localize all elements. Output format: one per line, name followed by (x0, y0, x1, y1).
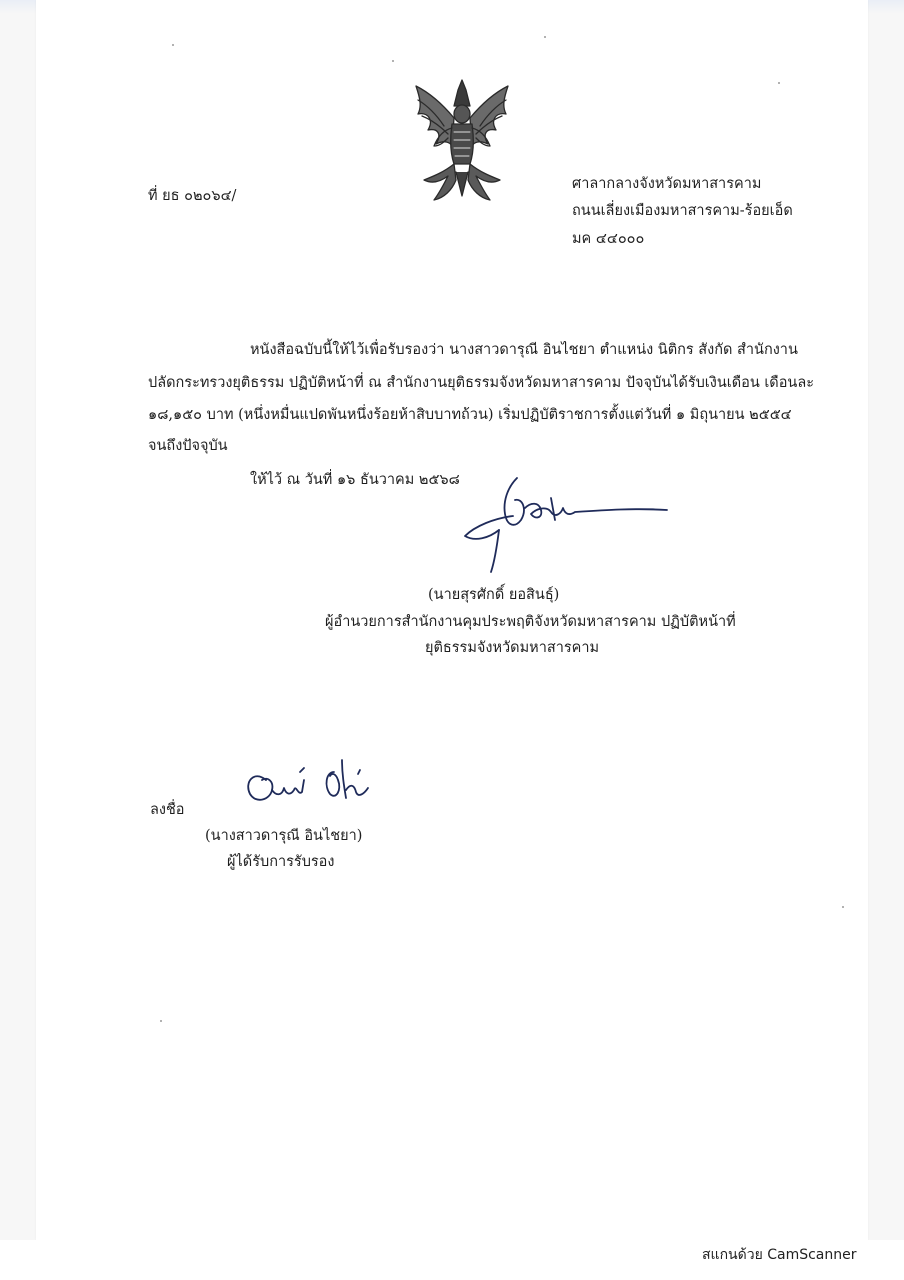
garuda-emblem-icon (404, 76, 520, 204)
signer-position-line: ผู้อำนวยการสำนักงานคุมประพฤติจังหวัดมหาสารคาม ปฏิบัติหน้าที่ (325, 614, 736, 630)
signer-signature (455, 468, 675, 578)
scan-speck (172, 44, 174, 46)
body-line: ๑๘,๑๕๐ บาท (หนึ่งหมื่นแปดพันหนึ่งร้อยห้าสิบบาทถ้วน) เริ่มปฏิบัติราชการตั้งแต่วันที่ ๑ มิถุนายน ๒๕๕๔ (148, 407, 792, 423)
camscanner-watermark: สแกนด้วย CamScanner (702, 1247, 857, 1263)
recipient-role: ผู้ได้รับการรับรอง (227, 854, 335, 870)
sender-address-line: มค ๔๔๐๐๐ (572, 231, 645, 247)
sign-label: ลงชื่อ (150, 802, 185, 818)
body-line: ปลัดกระทรวงยุติธรรม ปฏิบัติหน้าที่ ณ สำนักงานยุติธรรมจังหวัดมหาสารคาม ปัจจุบันได้รับเงินเดือน เดือนละ (148, 375, 815, 391)
body-line: หนังสือฉบับนี้ให้ไว้เพื่อรับรองว่า นางสาวดารุณี อินไชยา ตำแหน่ง นิติกร สังกัด สำนักงาน (250, 342, 798, 358)
scan-speck (392, 60, 394, 62)
signer-position-line: ยุติธรรมจังหวัดมหาสารคาม (425, 640, 600, 656)
issue-date: ให้ไว้ ณ วันที่ ๑๖ ธันวาคม ๒๕๖๘ (250, 472, 460, 488)
sender-address-line: ศาลากลางจังหวัดมหาสารคาม (572, 176, 762, 192)
scan-speck (842, 906, 844, 908)
scan-speck (544, 36, 546, 38)
signer-name: (นายสุรศักดิ์ ยอสินธุ์) (428, 587, 560, 603)
recipient-signature (238, 750, 388, 820)
reference-number: ที่ ยธ ๐๒๐๖๔/ (148, 188, 237, 204)
scan-speck (160, 1020, 162, 1022)
sender-address-line: ถนนเลี่ยงเมืองมหาสารคาม-ร้อยเอ็ด (572, 203, 793, 219)
body-line: จนถึงปัจจุบัน (148, 438, 228, 454)
scan-speck (778, 82, 780, 84)
recipient-name: (นางสาวดารุณี อินไชยา) (205, 828, 363, 844)
